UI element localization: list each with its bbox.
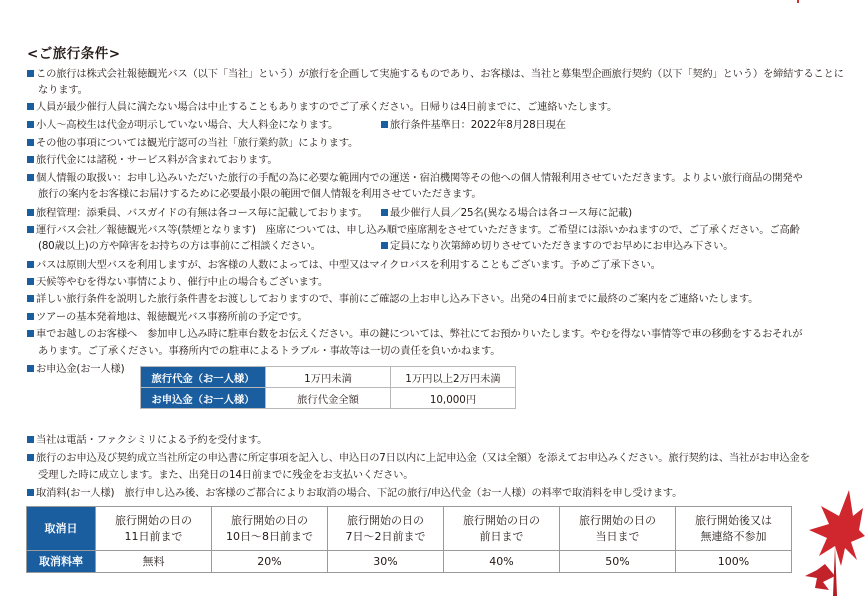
bullet-square-icon [27, 330, 34, 337]
condition-line: 受理した時に成立します。また、出発日の14日前までに残金をお支払いください。 [38, 469, 414, 481]
table-header-cell: 旅行代金（お一人様） [141, 367, 266, 388]
bullet-square-icon [27, 365, 34, 372]
condition-text: 旅行条件基準日：2022年8月28日現在 [390, 119, 566, 131]
condition-line [27, 274, 328, 290]
table-cell: 50% [560, 551, 676, 573]
bullet-square-icon [27, 489, 34, 496]
cell-line: 旅行開始の日の [231, 513, 308, 527]
condition-text: 詳しい旅行条件を説明した旅行条件書をお渡ししておりますので、事前にご確認の上お申し込み下さい。出発の4日前までに最終のご案内をご連絡いたします。 [36, 293, 759, 305]
condition-line [27, 66, 844, 82]
condition-line [27, 222, 800, 238]
cancellation-table [26, 506, 792, 573]
condition-line [27, 170, 803, 186]
bullet-square-icon [381, 121, 388, 128]
table-cell: 無料 [96, 551, 212, 573]
condition-text: 最少催行人員／25名(異なる場合は各コース毎に記載) [390, 207, 632, 219]
condition-line [27, 361, 124, 377]
bullet-square-icon [27, 174, 34, 181]
condition-line: なります。 [38, 84, 88, 96]
condition-line: 旅行の案内をお客様にお届けするために必要最小限の範囲で個人情報を利用させていただきます。 [38, 188, 482, 200]
condition-line [27, 117, 338, 133]
condition-text: 取消料(お一人様) 旅行申し込み後、お客様のご都合によりお取消の場合、下記の旅行/申込代金（お一人様）の料率で取消料を申し受けます。 [36, 487, 683, 499]
condition-text: 旅程管理：添乗員、バスガイドの有無は各コース毎に記載しております。 [36, 207, 368, 219]
condition-line [381, 117, 566, 133]
table-cell [212, 507, 328, 551]
table-row [27, 551, 792, 573]
table-row [27, 507, 792, 551]
table-cell [96, 507, 212, 551]
bullet-square-icon [27, 121, 34, 128]
bullet-square-icon [381, 209, 388, 216]
table-cell: 30% [328, 551, 444, 573]
cell-line: 当日まで [595, 529, 640, 543]
cell-line: 無連絡不参加 [700, 529, 767, 543]
table-cell [444, 507, 560, 551]
cell-line: 旅行開始後又は [695, 513, 772, 527]
table-cell: 1万円未満 [266, 367, 391, 388]
table-cell: 40% [444, 551, 560, 573]
table-cell [560, 507, 676, 551]
condition-line [27, 309, 307, 325]
condition-line [27, 99, 617, 115]
condition-line [27, 257, 661, 273]
condition-text: 車でお越しのお客様へ 参加申し込み時に駐車台数をお伝えください。車の鍵については、弊社にてお預かりいたします。やむを得ない事情等で車の移動をするおそれが [36, 328, 803, 340]
condition-line [27, 432, 267, 448]
condition-text: 個人情報の取扱い：お申し込みいただいた旅行の手配の為に必要な範囲内での運送・宿泊機関等その他への個人情報利用させていただきます。よりよい旅行商品の開発や [36, 172, 803, 184]
cell-line: 旅行開始の日の [115, 513, 192, 527]
bullet-square-icon [27, 295, 34, 302]
bullet-square-icon [27, 278, 34, 285]
corner-mark [797, 0, 799, 3]
bullet-square-icon [381, 242, 388, 249]
condition-line [381, 238, 733, 254]
bullet-square-icon [27, 436, 34, 443]
table-cell [676, 507, 792, 551]
table-cell [328, 507, 444, 551]
cell-line: 旅行開始の日の [579, 513, 656, 527]
condition-text: 旅行のお申込及び契約成立当社所定の申込書に所定事項を記入し、申込日の7日以内に上記申込金（又は全額）を添えてお申込みください。旅行契約は、当社がお申込金を [36, 452, 810, 464]
table-row [141, 367, 516, 388]
maple-leaf-icon [805, 486, 865, 596]
table-header-cell: お申込金（お一人様） [141, 388, 266, 409]
cell-line: 旅行開始の日の [463, 513, 540, 527]
cell-line: 11日前まで [124, 529, 183, 543]
cell-line: 10日～8日前まで [226, 529, 313, 543]
condition-line [27, 450, 810, 466]
condition-text: 当社は電話・ファクシミリによる予約を受付ます。 [36, 434, 268, 446]
condition-text: ツアーの基本発着地は、報徳観光バス事務所前の予定です。 [36, 311, 308, 323]
table-row [141, 388, 516, 409]
condition-line [27, 152, 278, 168]
condition-line [27, 135, 358, 151]
bullet-square-icon [27, 261, 34, 268]
section-heading: <ご旅行条件> [27, 46, 121, 62]
condition-text: 旅行代金には諸税・サービス料が含まれております。 [36, 154, 278, 166]
table-header-cell: 取消日 [27, 507, 96, 551]
condition-line [27, 326, 802, 342]
condition-text: 運行バス会社／報徳観光バス等(禁煙となります) 座席については、申し込み順で座席割をさせていただきます。ご希望には添いかねますので、ご了承ください。ご高齢 [36, 224, 800, 236]
bullet-square-icon [27, 226, 34, 233]
table-header-cell: 取消料率 [27, 551, 96, 573]
bullet-square-icon [27, 454, 34, 461]
condition-text: バスは原則大型バスを利用しますが、お客様の人数によっては、中型又はマイクロバスを利用することもございます。予めご了承下さい。 [36, 259, 661, 271]
bullet-square-icon [27, 103, 34, 110]
condition-text: 定員になり次第締め切りさせていただきますのでお早めにお申込み下さい。 [390, 240, 734, 252]
condition-text: その他の事項については観光庁認可の当社「旅行業約款」によります。 [36, 137, 359, 149]
condition-text: この旅行は株式会社報徳観光バス（以下「当社」という）が旅行を企画して実施するものであり、お客様は、当社と募集型企画旅行契約（以下「契約」という）を締結することに [36, 68, 844, 80]
condition-text: お申込金(お一人様) [36, 363, 125, 375]
table-cell: 1万円以上2万円未満 [391, 367, 516, 388]
bullet-square-icon [27, 209, 34, 216]
cell-line: 前日まで [479, 529, 524, 543]
condition-line: (80歳以上)の方や障害をお持ちの方は事前にご相談ください。 [38, 240, 321, 252]
bullet-square-icon [27, 313, 34, 320]
condition-line [27, 485, 682, 501]
condition-line: あります。ご了承ください。事務所内での駐車によるトラブル・事故等は一切の責任を負いかねます。 [38, 345, 501, 357]
condition-line [381, 205, 632, 221]
condition-line [27, 291, 758, 307]
condition-line [27, 205, 368, 221]
condition-text: 天候等やむを得ない事情により、催行中止の場合もございます。 [36, 276, 328, 288]
bullet-square-icon [27, 70, 34, 77]
table-cell: 10,000円 [391, 388, 516, 409]
table-cell: 20% [212, 551, 328, 573]
condition-text: 人員が最少催行人員に満たない場合は中止することもありますのでご了承ください。日帰りは4日前までに、ご連絡いたします。 [36, 101, 618, 113]
table-cell: 旅行代金全額 [266, 388, 391, 409]
deposit-table [140, 366, 516, 409]
condition-text: 小人～高校生は代金が明示していない場合、大人料金になります。 [36, 119, 339, 131]
table-cell: 100% [676, 551, 792, 573]
cell-line: 7日～2日前まで [345, 529, 426, 543]
bullet-square-icon [27, 156, 34, 163]
bullet-square-icon [27, 139, 34, 146]
cell-line: 旅行開始の日の [347, 513, 424, 527]
